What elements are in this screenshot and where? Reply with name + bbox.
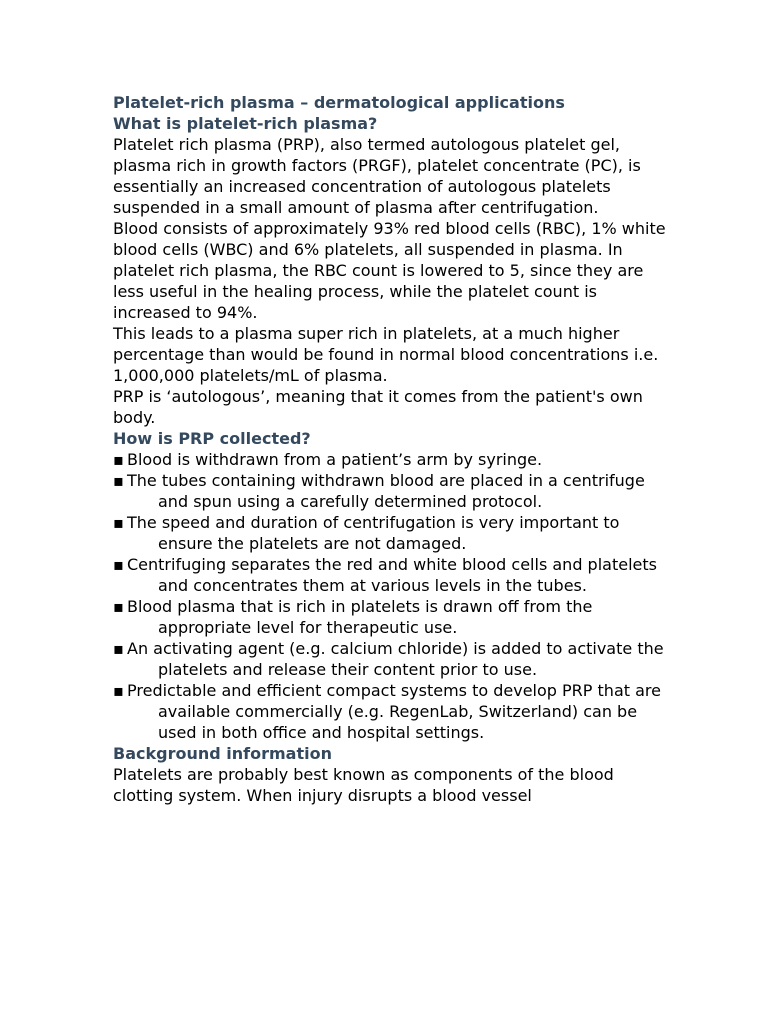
- list-item: [113, 638, 673, 680]
- bullet-icon: ▪: [113, 639, 124, 658]
- list-item-text: The tubes containing withdrawn blood are placed in a centrifuge and spun using a carefully determined protocol.: [127, 471, 645, 511]
- paragraph: This leads to a plasma super rich in platelets, at a much higher percentage than would be found in normal blood concentrations i.e. 1,000,000 platelets/mL of plasma.: [113, 324, 659, 385]
- list-item: [113, 680, 673, 743]
- bullet-icon: ▪: [113, 513, 124, 532]
- bullet-icon: ▪: [113, 555, 124, 574]
- list-item-text: An activating agent (e.g. calcium chloride) is added to activate the platelets and release their content prior to use.: [127, 639, 664, 679]
- section-heading-what-is-prp: What is platelet-rich plasma?: [113, 114, 378, 133]
- list-item-text: Blood plasma that is rich in platelets is drawn off from the appropriate level for therapeutic use.: [127, 597, 593, 637]
- bullet-icon: ▪: [113, 471, 124, 490]
- list-item-text: The speed and duration of centrifugation is very important to ensure the platelets are not damaged.: [127, 513, 620, 553]
- list-item: [113, 470, 673, 512]
- list-item-text: Blood is withdrawn from a patient’s arm by syringe.: [127, 450, 543, 469]
- paragraph: Platelets are probably best known as components of the blood clotting system. When injury disrupts a blood vessel: [113, 765, 614, 805]
- paragraph: Blood consists of approximately 93% red blood cells (RBC), 1% white blood cells (WBC) and 6% platelets, all suspended in plasma. In platelet rich plasma, the RBC count is lowered to 5, since they are less useful in the healing process, while the platelet count is increased to 94%.: [113, 219, 666, 322]
- bullet-icon: ▪: [113, 681, 124, 700]
- list-item: [113, 596, 673, 638]
- section-heading-how-collected: How is PRP collected?: [113, 429, 311, 448]
- bullet-icon: ▪: [113, 597, 124, 616]
- paragraph: PRP is ‘autologous’, meaning that it comes from the patient's own body.: [113, 387, 643, 427]
- document-title: Platelet-rich plasma – dermatological applications: [113, 93, 565, 112]
- list-item-text: Centrifuging separates the red and white blood cells and platelets and concentrates them at various levels in the tubes.: [127, 555, 657, 595]
- list-item: [113, 449, 673, 470]
- paragraph: Platelet rich plasma (PRP), also termed autologous platelet gel, plasma rich in growth factors (PRGF), platelet concentrate (PC), is essentially an increased concentration of autologous platelets suspended in a small amount of plasma after centrifugation.: [113, 135, 641, 217]
- bullet-icon: ▪: [113, 450, 124, 469]
- list-item: [113, 512, 673, 554]
- list-item-text: Predictable and efficient compact systems to develop PRP that are available commercially (e.g. RegenLab, Switzerland) can be used in both office and hospital settings.: [127, 681, 661, 742]
- collection-steps-list: [113, 449, 673, 743]
- document-page: [113, 92, 673, 806]
- list-item: [113, 554, 673, 596]
- section-heading-background: Background information: [113, 744, 332, 763]
